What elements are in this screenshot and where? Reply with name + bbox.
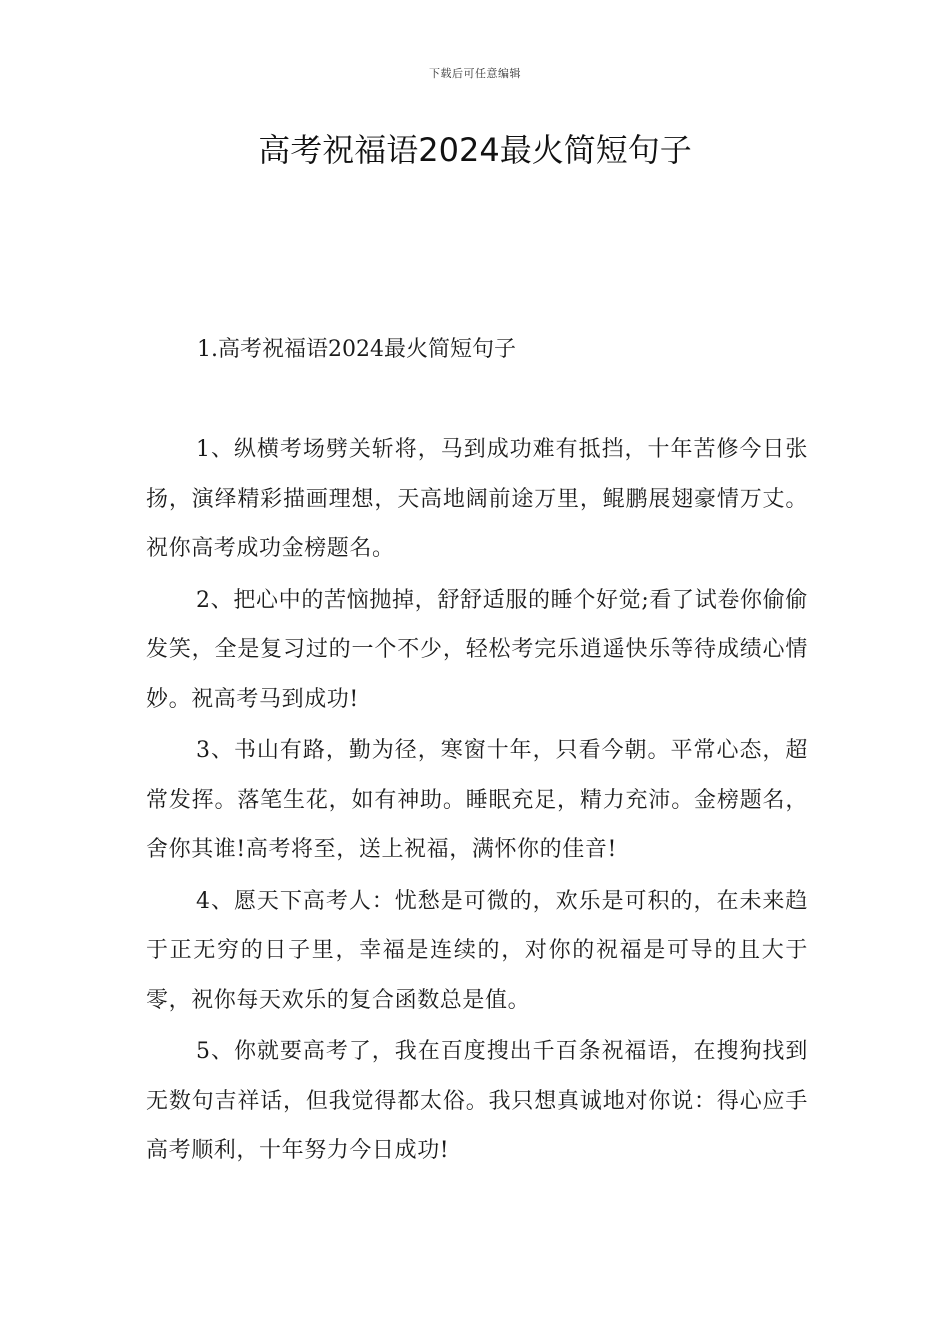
section-heading: 1.高考祝福语2024最火简短句子 (197, 337, 516, 362)
paragraph-3: 3、书山有路，勤为径，寒窗十年，只看今朝。平常心态，超常发挥。落笔生花，如有神助。睡眠充足，精力充沛。金榜题名，舍你其谁!高考将至，送上祝福，满怀你的佳音! (146, 738, 808, 862)
paragraph-1: 1、纵横考场劈关斩将，马到成功难有抵挡，十年苦修今日张扬，演绎精彩描画理想，天高地阔前途万里，鲲鹏展翅豪情万丈。祝你高考成功金榜题名。 (146, 437, 808, 561)
paragraph-4: 4、愿天下高考人：忧愁是可微的，欢乐是可积的，在未来趋于正无穷的日子里，幸福是连续的，对你的祝福是可导的且大于零，祝你每天欢乐的复合函数总是值。 (146, 888, 808, 1013)
document-title: 高考祝福语2024最火简短句子 (258, 131, 692, 169)
download-note: 下载后可任意编辑 (429, 67, 521, 80)
document-body (146, 425, 808, 1178)
paragraph-5: 5、你就要高考了，我在百度搜出千百条祝福语，在搜狗找到无数句吉祥话，但我觉得都太俗。我只想真诚地对你说：得心应手高考顺利，十年努力今日成功! (146, 1039, 808, 1163)
paragraph-2: 2、把心中的苦恼抛掉，舒舒适服的睡个好觉;看了试卷你偷偷发笑，全是复习过的一个不少，轻松考完乐逍遥快乐等待成绩心情妙。祝高考马到成功! (146, 587, 808, 712)
